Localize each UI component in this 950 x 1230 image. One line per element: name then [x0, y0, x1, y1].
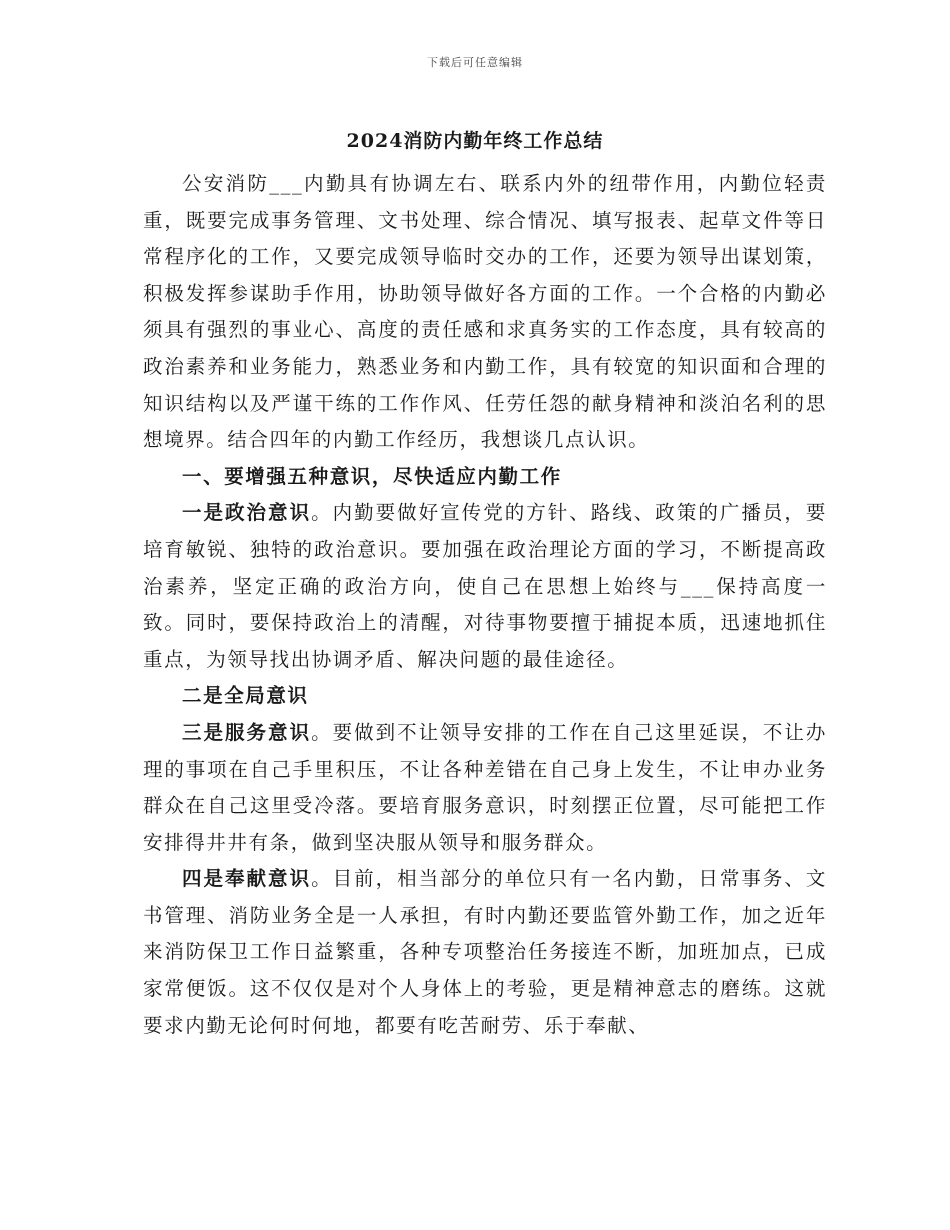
- paragraph-text: 。内勤要做好宣传党的方针、路线、政策的广播员，要培育敏锐、独特的政治意识。要加强在政治理论方面的学习，不断提高政治素养，坚定正确的政治方向，使自己在思想上始终与___保持高度一致。同时，要保持政治上的清醒，对待事物要擅于捕捉本质，迅速地抓住重点，为领导找出协调矛盾、解决问题的最佳途径。: [143, 501, 827, 671]
- paragraph-political-awareness: [143, 495, 827, 678]
- paragraph-lead: 三是服务意识: [182, 720, 312, 744]
- paragraph-text: 。目前，相当部分的单位只有一名内勤，日常事务、文书管理、消防业务全是一人承担，有时内勤还要监管外勤工作，加之近年来消防保卫工作日益繁重，各种专项整治任务接连不断，加班加点，已成家常便饭。这不仅仅是对个人身体上的考验，更是精神意志的磨练。这就要求内勤无论何时何地，都要有吃苦耐劳、乐于奉献、: [143, 867, 827, 1037]
- intro-paragraph: 公安消防___内勤具有协调左右、联系内外的纽带作用，内勤位轻责重，既要完成事务管理、文书处理、综合情况、填写报表、起草文件等日常程序化的工作，又要完成领导临时交办的工作，还要为领导出谋划策，积极发挥参谋助手作用，协助领导做好各方面的工作。一个合格的内勤必须具有强烈的事业心、高度的责任感和求真务实的工作态度，具有较高的政治素养和业务能力，熟悉业务和内勤工作，具有较宽的知识面和合理的知识结构以及严谨干练的工作作风、任劳任怨的献身精神和淡泊名利的思想境界。结合四年的内勤工作经历，我想谈几点认识。: [143, 172, 827, 452]
- paragraph-lead: 一是政治意识: [182, 501, 312, 525]
- header-note: 下载后可任意编辑: [427, 56, 523, 69]
- section-heading-1: 一、要增强五种意识，尽快适应内勤工作: [182, 464, 562, 488]
- document-body: [143, 166, 827, 1044]
- paragraph-lead: 二是全局意识: [182, 684, 309, 708]
- paragraph-overall-awareness: [143, 678, 827, 715]
- document-title: 2024消防内勤年终工作总结: [346, 130, 604, 152]
- paragraph-text: 。要做到不让领导安排的工作在自己这里延误，不让办理的事项在自己手里积压，不让各种差错在自己身上发生，不让申办业务群众在自己这里受冷落。要培育服务意识，时刻摆正位置，尽可能把工作安排得井井有条，做到坚决服从领导和服务群众。: [143, 720, 827, 854]
- paragraph-lead: 四是奉献意识: [182, 867, 312, 891]
- paragraph-dedication-awareness: [143, 861, 827, 1044]
- paragraph-service-awareness: [143, 715, 827, 861]
